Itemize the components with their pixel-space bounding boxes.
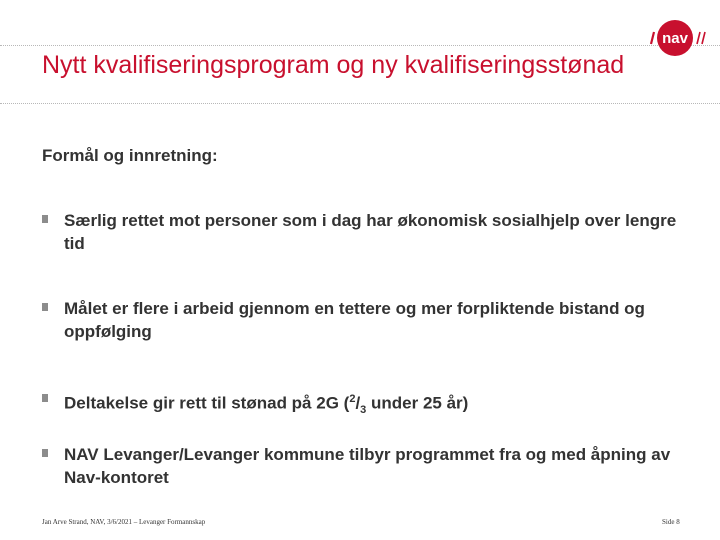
bullet-item — [42, 209, 692, 255]
bullet-text: NAV Levanger/Levanger kommune tilbyr programmet fra og med åpning av Nav-kontoret — [64, 445, 671, 487]
fraction-numerator: 2 — [349, 393, 356, 405]
footer-author: Jan Arve Strand, NAV, 3/6/2021 – Levanger Formannskap — [42, 518, 206, 526]
bullet-marker-icon — [42, 394, 48, 402]
section-subtitle: Formål og innretning: — [42, 146, 218, 165]
bullet-text: Særlig rettet mot personer som i dag har økonomisk sosialhjelp over lengre tid — [64, 211, 677, 253]
bullet-text: Målet er flere i arbeid gjennom en tettere og mer forpliktende bistand og oppfølging — [64, 299, 645, 341]
bullet-marker-icon — [42, 215, 48, 223]
bullet-text — [64, 388, 692, 422]
fraction-denominator: 3 — [360, 404, 367, 417]
bullet-item — [42, 443, 692, 489]
bullet-marker-icon — [42, 303, 48, 311]
bullet-text-pre: Deltakelse gir rett til stønad på 2G ( — [64, 393, 350, 413]
nav-logo — [645, 18, 713, 58]
fraction-slash: / — [355, 393, 361, 413]
bullet-item — [42, 297, 692, 343]
title-divider — [0, 103, 720, 104]
nav-logo-text: nav — [662, 30, 688, 47]
bullet-item — [42, 388, 692, 422]
slide-title: Nytt kvalifiseringsprogram og ny kvalifiseringsstønad — [42, 51, 625, 79]
bullet-text-post: under 25 år) — [366, 393, 469, 413]
bullet-marker-icon — [42, 449, 48, 457]
top-divider — [0, 45, 720, 46]
footer-page-number: Side 8 — [662, 518, 680, 526]
